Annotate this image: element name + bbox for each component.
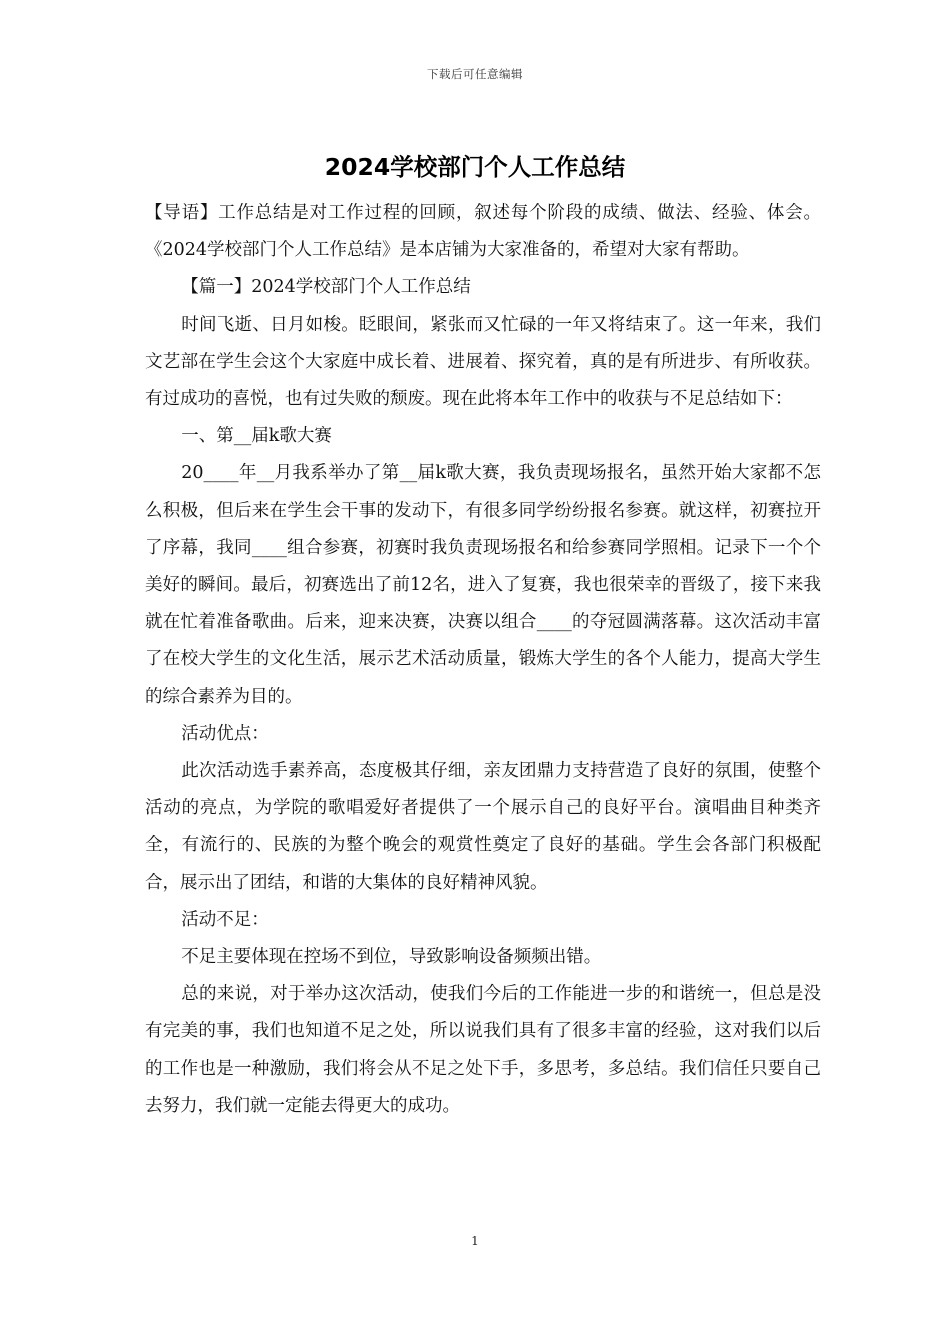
intro-paragraph: 【导语】工作总结是对工作过程的回顾，叙述每个阶段的成绩、做法、经验、体会。《2024学校部门个人工作总结》是本店铺为大家准备的，希望对大家有帮助。 (145, 203, 821, 261)
document-title: 2024学校部门个人工作总结 (324, 153, 626, 181)
body-paragraph: 不足主要体现在控场不到位，导致影响设备频频出错。 (181, 947, 602, 968)
body-paragraph: 此次活动选手素养高，态度极其仔细，亲友团鼎力支持营造了良好的氛围，使整个活动的亮点，为学院的歌唱爱好者提供了一个展示自己的良好平台。演唱曲目种类齐全，有流行的、民族的为整个晚会的观赏性奠定了良好的基础。学生会各部门积极配合，展示出了团结，和谐的大集体的良好精神风貌。 (145, 761, 821, 893)
body-paragraph: 总的来说，对于举办这次活动，使我们今后的工作能进一步的和谐统一，但总是没有完美的事，我们也知道不足之处，所以说我们具有了很多丰富的经验，这对我们以后的工作也是一种激励，我们将会从不足之处下手，多思考，多总结。我们信任只要自己去努力，我们就一定能去得更大的成功。 (145, 984, 821, 1116)
subsection-heading: 一、第__届k歌大赛 (181, 426, 332, 447)
body-paragraph: 20____年__月我系举办了第__届k歌大赛，我负责现场报名，虽然开始大家都不怎么积极，但后来在学生会干事的发动下，有很多同学纷纷报名参赛。就这样，初赛拉开了序幕，我同____组合参赛，初赛时我负责现场报名和给参赛同学照相。记录下一个个美好的瞬间。最后，初赛选出了前12名，进入了复赛，我也很荣幸的晋级了，接下来我就在忙着准备歌曲。后来，迎来决赛，决赛以组合____的夺冠圆满落幕。这次活动丰富了在校大学生的文化生活，展示艺术活动质量，锻炼大学生的各个人能力，提高大学生的综合素养为目的。 (145, 463, 821, 707)
body-paragraph: 时间飞逝、日月如梭。眨眼间，紧张而又忙碌的一年又将结束了。这一年来，我们文艺部在学生会这个大家庭中成长着、进展着、探究着，真的是有所进步、有所收获。有过成功的喜悦，也有过失败的颓废。现在此将本年工作中的收获与不足总结如下： (145, 314, 821, 410)
document-body (145, 195, 821, 1125)
subsection-label: 活动优点： (181, 723, 269, 744)
subsection-label: 活动不足： (181, 909, 269, 930)
section-heading: 【篇一】2024学校部门个人工作总结 (181, 277, 471, 298)
page-header-note: 下载后可任意编辑 (427, 67, 523, 81)
page-number: 1 (471, 1234, 479, 1248)
